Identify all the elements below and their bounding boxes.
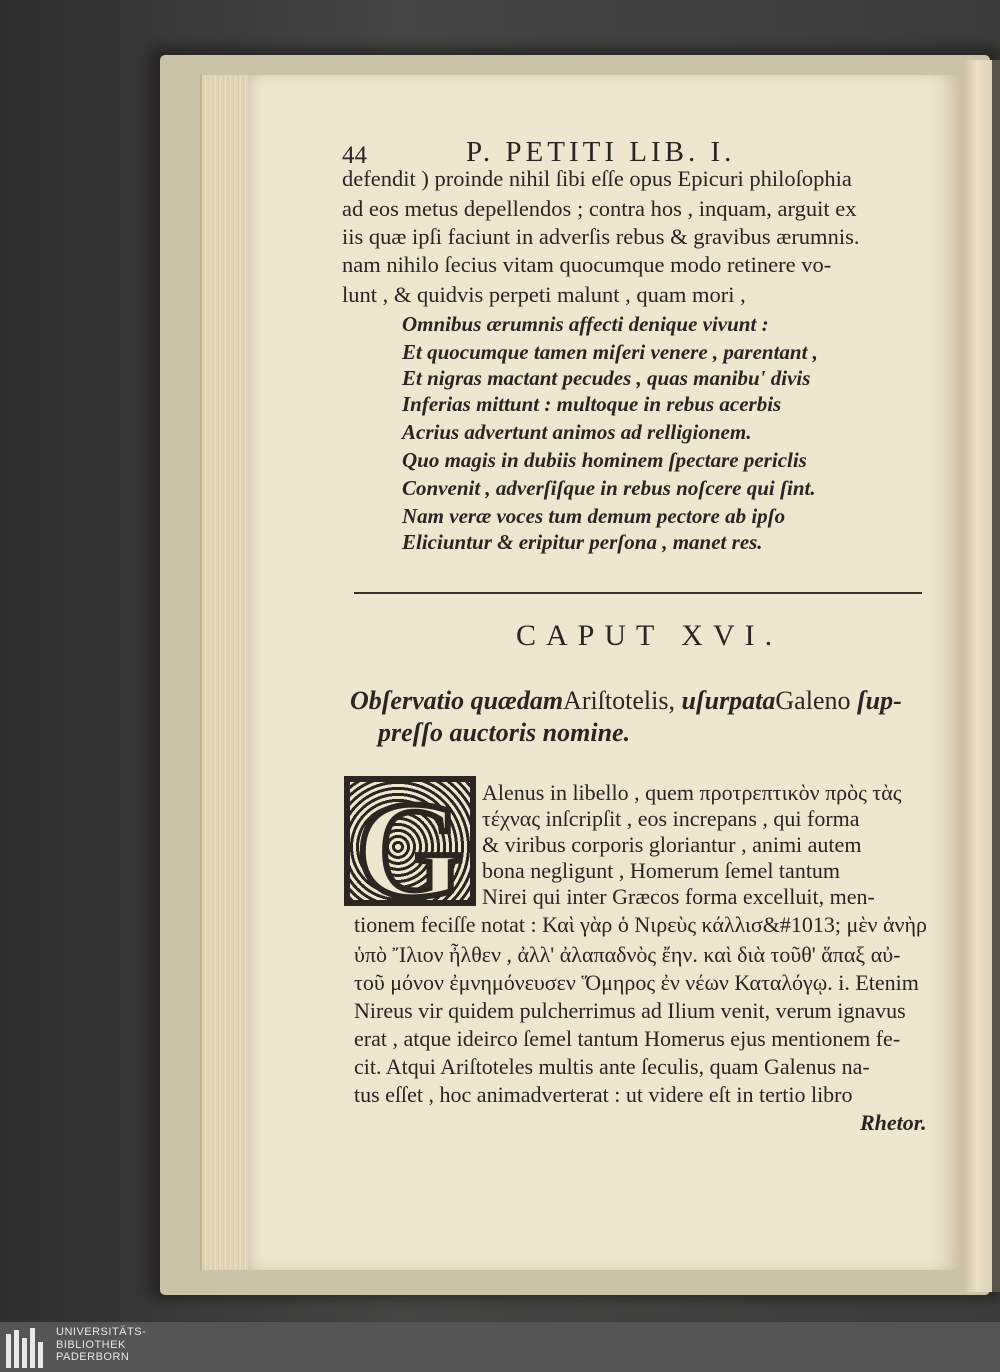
- page-number: 44: [342, 142, 367, 169]
- verse-line: Et nigras mactant pecudes , quas manibu' divis: [402, 366, 811, 390]
- paragraph-line: tionem feciſſe notat : Καὶ γὰρ ὁ Νιρεὺς κάλλισ&#1013; μὲν ἀνὴρ: [354, 912, 927, 937]
- paragraph-line: Alenus in libello , quem προτρεπτικὸν πρὸς τὰς: [482, 780, 902, 805]
- library-banner: [0, 1322, 1000, 1372]
- paragraph-line: erat , atque ideirco ſemel tantum Homerus ejus mentionem fe-: [354, 1026, 901, 1051]
- section-rule: [354, 592, 922, 594]
- paragraph-line: τοῦ μόνον ἐμνημόνευσεν Ὅμηρος ἐν νέων Καταλόγῳ. i. Etenim: [354, 970, 919, 995]
- paragraph-line: Nirei qui inter Græcos forma excelluit, men-: [482, 884, 875, 909]
- verse-line: Convenit , adverſiſque in rebus noſcere qui ſint.: [402, 476, 816, 500]
- body-line: ad eos metus depellendos ; contra hos , inquam, arguit ex: [342, 196, 857, 221]
- paragraph-line: ὑπὸ Ἴλιον ἦλθεν , ἀλλ' ἀλαπαδνὸς ἔην. καὶ διὰ τοῦθ' ἅπαξ αὐ-: [354, 942, 901, 967]
- verse-line: Et quocumque tamen miſeri venere , parentant ,: [402, 340, 818, 364]
- running-head: P. PETITI LIB. I.: [466, 136, 736, 168]
- paragraph-line: cit. Atqui Ariſtoteles multis ante ſeculis, quam Galenus na-: [354, 1054, 870, 1079]
- verse-line: Inferias mittunt : multoque in rebus acerbis: [402, 392, 782, 416]
- title-italic: preſſo auctoris nomine.: [378, 718, 631, 747]
- catchword: Rhetor.: [860, 1110, 927, 1135]
- body-line: lunt , & quidvis perpeti malunt , quam mori ,: [342, 282, 746, 307]
- title-roman: Galeno: [775, 686, 857, 715]
- chapter-title-line1: [350, 686, 902, 716]
- paragraph-line: tus eſſet , hoc animadverterat : ut videre eſt in tertio libro: [354, 1082, 853, 1107]
- initial-letter: G: [356, 773, 464, 926]
- paragraph-line: & viribus corporis gloriantur , animi autem: [482, 832, 862, 857]
- body-line: iis quæ ipſi faciunt in adverſis rebus & gravibus ærumnis.: [342, 224, 860, 249]
- title-italic: Obſervatio quædam: [350, 686, 564, 715]
- verse-line: Quo magis in dubiis hominem ſpectare periclis: [402, 448, 807, 472]
- verse-line: Nam veræ voces tum demum pectore ab ipſo: [402, 504, 786, 528]
- logo-line: PADERBORN: [56, 1351, 130, 1363]
- logo-line: BIBLIOTHEK: [56, 1338, 126, 1351]
- body-line: nam nihilo ſecius vitam quocumque modo retinere vo-: [342, 252, 832, 277]
- paragraph-line: bona negligunt , Homerum ſemel tantum: [482, 858, 841, 883]
- title-italic: ſup-: [857, 686, 902, 715]
- library-logo-text: [56, 1326, 146, 1364]
- verse-line: Acrius advertunt animos ad relligionem.: [402, 420, 752, 444]
- title-roman: Ariſtotelis,: [563, 686, 682, 715]
- body-line: defendit ) proinde nihil ſibi eſſe opus Epicuri philoſophia: [342, 166, 852, 191]
- verse-line: Omnibus ærumnis affecti denique vivunt :: [402, 312, 769, 336]
- paragraph-line: τέχνας inſcripſit , eos increpans , qui forma: [482, 806, 860, 831]
- verse-line: Eliciuntur & eripitur perſona , manet res.: [402, 530, 763, 554]
- library-logo-icon: [6, 1326, 50, 1368]
- chapter-heading: CAPUT XVI.: [516, 619, 783, 652]
- title-italic: uſurpata: [681, 686, 776, 715]
- chapter-title-line2: [378, 718, 630, 748]
- binding-edge: [992, 60, 1000, 1292]
- decorated-initial: [344, 773, 476, 926]
- paragraph-line: Nireus vir quidem pulcherrimus ad Ilium venit, verum ignavus: [354, 998, 906, 1023]
- logo-line: UNIVERSITÄTS-: [56, 1326, 147, 1338]
